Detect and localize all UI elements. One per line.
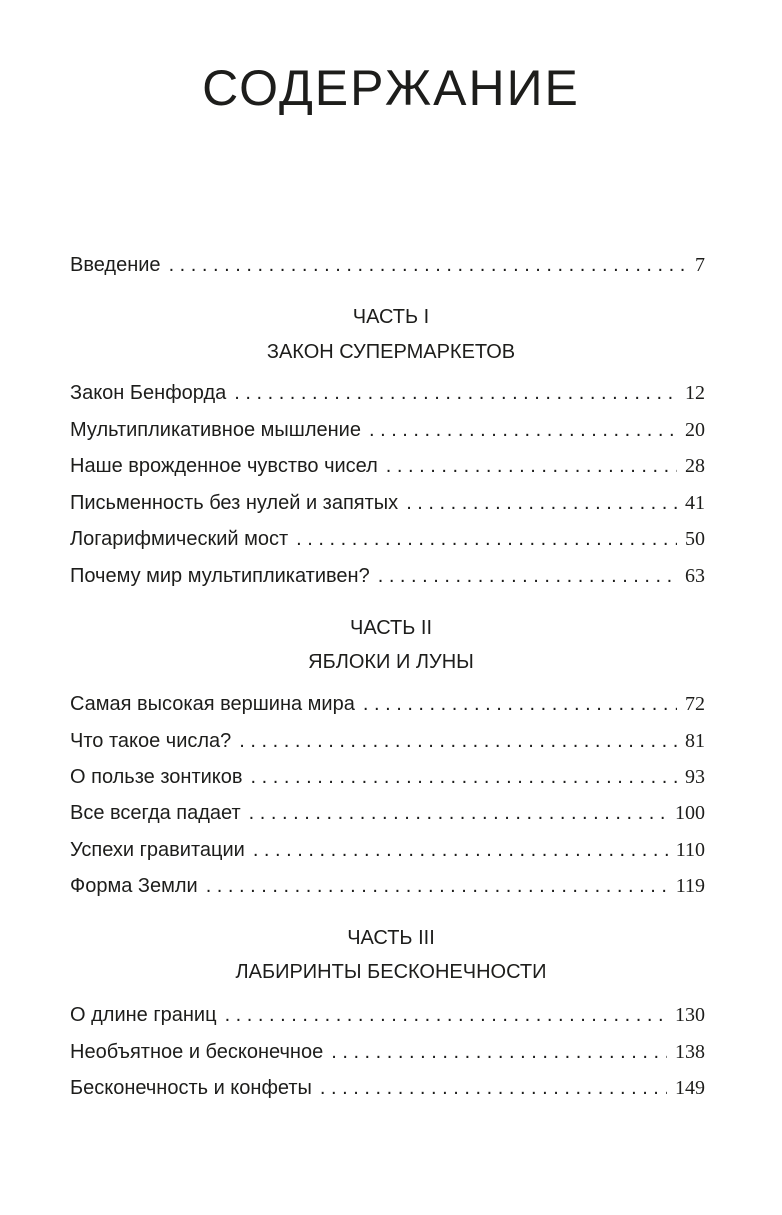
dot-leader <box>206 873 668 899</box>
part-3-name: ЛАБИРИНТЫ БЕСКОНЕЧНОСТИ <box>235 961 547 983</box>
dot-leader <box>406 490 677 516</box>
toc-entry[interactable] <box>70 1039 705 1065</box>
toc-entry[interactable] <box>70 764 705 790</box>
entry-title: Почему мир мультипликативен? <box>70 565 370 587</box>
entry-page-number: 119 <box>675 875 705 897</box>
toc-entry[interactable] <box>70 563 705 589</box>
entry-page-number: 72 <box>685 693 705 715</box>
entry-page-number: 100 <box>675 802 705 824</box>
entry-title: Все всегда падает <box>70 802 241 824</box>
dot-leader <box>320 1075 667 1101</box>
dot-leader <box>369 417 677 443</box>
dot-leader <box>331 1039 667 1065</box>
toc-entry-intro[interactable] <box>70 252 705 278</box>
entry-title: О длине границ <box>70 1004 217 1026</box>
dot-leader <box>253 837 668 863</box>
entry-page-number: 81 <box>685 730 705 752</box>
dot-leader <box>169 252 687 278</box>
dot-leader <box>225 1002 667 1028</box>
entry-title: Мультипликативное мышление <box>70 419 361 441</box>
dot-leader <box>296 526 677 552</box>
entry-page-number: 93 <box>685 766 705 788</box>
entry-page-number: 12 <box>685 382 705 404</box>
part-1-name: ЗАКОН СУПЕРМАРКЕТОВ <box>266 341 516 363</box>
toc-entry[interactable] <box>70 490 705 516</box>
entry-title: Письменность без нулей и запятых <box>70 492 399 514</box>
dot-leader <box>363 691 677 717</box>
entry-title: Логарифмический мост <box>70 528 289 550</box>
entry-title: Бесконечность и конфеты <box>70 1077 312 1099</box>
toc-entry[interactable] <box>70 380 705 406</box>
dot-leader <box>251 764 677 790</box>
entry-title: Форма Земли <box>70 875 198 897</box>
toc-entry[interactable] <box>70 526 705 552</box>
entry-title: Наше врожденное чувство чисел <box>70 455 378 477</box>
toc-entry[interactable] <box>70 691 705 717</box>
entry-page-number: 130 <box>675 1004 705 1026</box>
entry-page-number: 138 <box>675 1041 705 1063</box>
entry-page-number: 110 <box>675 839 705 861</box>
entry-title: О пользе зонтиков <box>70 766 243 788</box>
toc-entry[interactable] <box>70 800 705 826</box>
part-3-label: ЧАСТЬ III <box>347 927 435 949</box>
dot-leader <box>378 563 677 589</box>
entry-page-number: 149 <box>675 1077 705 1099</box>
part-1-label: ЧАСТЬ I <box>352 306 430 328</box>
toc-entry[interactable] <box>70 453 705 479</box>
toc-entry[interactable] <box>70 873 705 899</box>
part-2-name: ЯБЛОКИ И ЛУНЫ <box>308 651 474 673</box>
dot-leader <box>386 453 677 479</box>
entry-page-number: 50 <box>685 528 705 550</box>
entry-title: Введение <box>70 254 161 276</box>
entry-page-number: 7 <box>695 254 705 276</box>
toc-entry[interactable] <box>70 728 705 754</box>
entry-title: Необъятное и бесконечное <box>70 1041 324 1063</box>
toc-entry[interactable] <box>70 1075 705 1101</box>
entry-title: Что такое числа? <box>70 730 232 752</box>
dot-leader <box>239 728 677 754</box>
toc-entry[interactable] <box>70 837 705 863</box>
entry-title: Закон Бенфорда <box>70 382 227 404</box>
entry-title: Успехи гравитации <box>70 839 245 861</box>
entry-page-number: 20 <box>685 419 705 441</box>
dot-leader <box>234 380 677 406</box>
page-title: СОДЕРЖАНИЕ <box>202 60 580 116</box>
toc-entry[interactable] <box>70 1002 705 1028</box>
entry-page-number: 28 <box>685 455 705 477</box>
toc-entry[interactable] <box>70 417 705 443</box>
part-2-label: ЧАСТЬ II <box>349 617 433 639</box>
entry-page-number: 63 <box>685 565 705 587</box>
dot-leader <box>249 800 667 826</box>
entry-title: Самая высокая вершина мира <box>70 693 355 715</box>
entry-page-number: 41 <box>685 492 705 514</box>
